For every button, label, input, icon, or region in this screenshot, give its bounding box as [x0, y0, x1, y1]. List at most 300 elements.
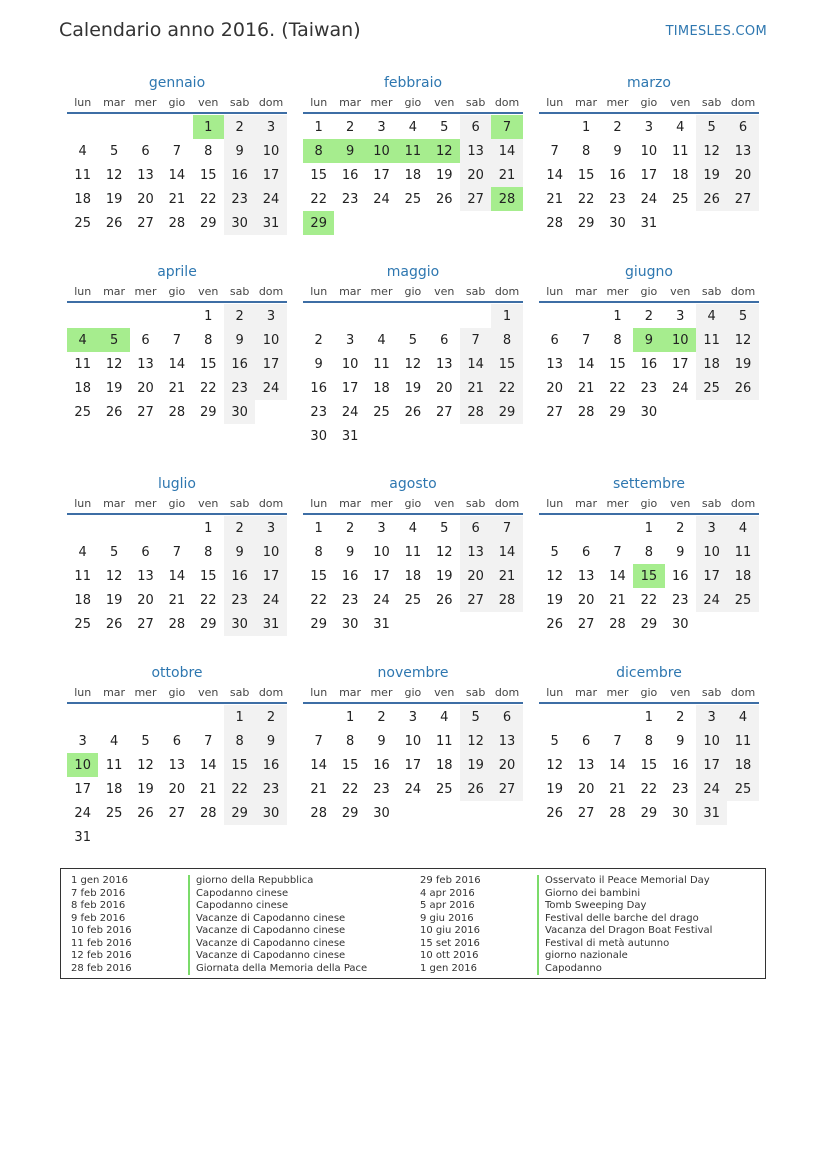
day-cell[interactable]: 5 [408, 332, 417, 348]
day-cell[interactable]: 27 [577, 616, 595, 632]
day-cell[interactable]: 2 [224, 516, 255, 540]
day-cell[interactable]: 25 [435, 781, 453, 797]
day-cell[interactable]: 17 [373, 568, 390, 584]
day-cell[interactable]: 2 [314, 332, 323, 348]
day-cell[interactable]: 15 [491, 352, 522, 376]
day-cell[interactable]: 8 [314, 544, 323, 560]
day-cell[interactable]: 27 [491, 777, 522, 801]
day-cell[interactable]: 2 [345, 119, 355, 135]
day-cell[interactable]: 13 [137, 356, 154, 372]
day-cell[interactable]: 7 [613, 544, 622, 560]
day-cell[interactable]: 18 [74, 191, 91, 207]
day-cell[interactable]: 19 [435, 568, 453, 584]
day-cell[interactable]: 15 [310, 167, 327, 183]
day-cell[interactable]: 18 [373, 380, 390, 396]
day-cell[interactable]: 14 [310, 757, 327, 773]
day-cell[interactable]: 17 [255, 163, 286, 187]
day-cell[interactable]: 17 [696, 753, 727, 777]
day-cell[interactable]: 15 [341, 757, 359, 773]
day-cell[interactable]: 1 [204, 520, 213, 536]
day-cell[interactable]: 10 [640, 143, 658, 159]
day-cell[interactable]: 8 [204, 544, 213, 560]
day-cell[interactable]: 26 [404, 404, 422, 420]
day-cell[interactable]: 13 [546, 356, 563, 372]
day-cell[interactable]: 12 [435, 544, 453, 560]
day-cell[interactable]: 28 [199, 805, 217, 821]
day-cell[interactable]: 19 [696, 163, 727, 187]
day-cell[interactable]: 23 [224, 376, 255, 400]
day-cell[interactable]: 17 [404, 757, 422, 773]
day-cell[interactable]: 26 [696, 187, 727, 211]
day-cell[interactable]: 11 [435, 733, 453, 749]
day-cell[interactable]: 23 [640, 380, 658, 396]
day-cell[interactable]: 16 [310, 380, 327, 396]
day-cell[interactable]: 2 [676, 709, 685, 725]
day-cell[interactable]: 9 [676, 733, 685, 749]
day-cell[interactable]: 4 [408, 520, 417, 536]
day-cell[interactable]: 11 [727, 729, 758, 753]
day-cell[interactable]: 22 [199, 191, 217, 207]
day-cell[interactable]: 1 [644, 520, 653, 536]
day-cell[interactable]: 4 [727, 705, 758, 729]
day-cell[interactable]: 17 [373, 167, 390, 183]
day-cell[interactable]: 27 [460, 588, 491, 612]
day-cell[interactable]: 18 [404, 568, 422, 584]
day-cell[interactable]: 11 [397, 139, 428, 163]
day-cell[interactable]: 25 [373, 404, 390, 420]
day-cell[interactable]: 2 [255, 705, 286, 729]
day-cell[interactable]: 11 [74, 568, 91, 584]
day-cell[interactable]: 29 [640, 616, 658, 632]
day-cell[interactable]: 3 [255, 115, 286, 139]
day-cell[interactable]: 23 [373, 781, 390, 797]
day-cell[interactable]: 8 [345, 733, 355, 749]
day-cell[interactable]: 24 [640, 191, 658, 207]
day-cell[interactable]: 16 [671, 568, 689, 584]
day-cell[interactable]: 28 [609, 616, 626, 632]
day-cell[interactable]: 18 [696, 352, 727, 376]
day-cell[interactable]: 18 [105, 781, 123, 797]
day-cell[interactable]: 19 [546, 781, 563, 797]
day-cell[interactable]: 10 [341, 356, 359, 372]
day-cell[interactable]: 22 [310, 191, 327, 207]
day-cell[interactable]: 24 [373, 191, 390, 207]
day-cell[interactable]: 23 [224, 187, 255, 211]
day-cell[interactable]: 12 [404, 356, 422, 372]
day-cell[interactable]: 23 [609, 191, 626, 207]
day-cell[interactable]: 5 [550, 733, 559, 749]
brand-logo[interactable]: TIMESLES.COM [665, 24, 767, 39]
day-cell[interactable]: 12 [546, 757, 563, 773]
day-cell[interactable]: 19 [727, 352, 758, 376]
day-cell[interactable]: 26 [460, 777, 491, 801]
day-cell[interactable]: 28 [310, 805, 327, 821]
day-cell[interactable]: 11 [373, 356, 390, 372]
day-cell[interactable]: 6 [440, 332, 449, 348]
day-cell[interactable]: 21 [310, 781, 327, 797]
day-cell[interactable]: 6 [550, 332, 559, 348]
day-cell[interactable]: 14 [168, 568, 186, 584]
day-cell[interactable]: 6 [460, 516, 491, 540]
day-cell[interactable]: 24 [255, 376, 286, 400]
day-cell[interactable]: 14 [460, 352, 491, 376]
day-cell[interactable]: 10 [366, 139, 397, 163]
day-cell[interactable]: 28 [168, 616, 186, 632]
day-cell[interactable]: 20 [491, 753, 522, 777]
day-cell[interactable]: 1 [345, 709, 355, 725]
day-cell[interactable]: 23 [255, 777, 286, 801]
day-cell[interactable]: 2 [224, 115, 255, 139]
day-cell[interactable]: 20 [727, 163, 758, 187]
day-cell[interactable]: 4 [727, 516, 758, 540]
day-cell[interactable]: 25 [74, 404, 91, 420]
day-cell[interactable]: 21 [491, 564, 522, 588]
day-cell[interactable]: 13 [727, 139, 758, 163]
day-cell[interactable]: 27 [137, 404, 154, 420]
day-cell[interactable]: 16 [640, 356, 658, 372]
day-cell[interactable]: 2 [377, 709, 386, 725]
day-cell[interactable]: 30 [224, 211, 255, 235]
day-cell[interactable]: 23 [310, 404, 327, 420]
day-cell[interactable]: 28 [491, 187, 522, 211]
day-cell[interactable]: 21 [577, 380, 595, 396]
day-cell[interactable]: 25 [404, 592, 422, 608]
day-cell[interactable]: 14 [168, 167, 186, 183]
day-cell[interactable]: 14 [546, 167, 563, 183]
day-cell[interactable]: 15 [199, 167, 217, 183]
day-cell[interactable]: 24 [341, 404, 359, 420]
day-cell[interactable]: 28 [460, 400, 491, 424]
day-cell[interactable]: 31 [74, 829, 91, 845]
day-cell[interactable]: 7 [550, 143, 559, 159]
day-cell[interactable]: 1 [314, 119, 323, 135]
day-cell[interactable]: 19 [105, 592, 123, 608]
day-cell[interactable]: 4 [109, 733, 119, 749]
day-cell[interactable]: 23 [671, 781, 689, 797]
day-cell[interactable]: 28 [609, 805, 626, 821]
day-cell[interactable]: 16 [224, 564, 255, 588]
day-cell[interactable]: 30 [310, 428, 327, 444]
day-cell[interactable]: 21 [609, 781, 626, 797]
day-cell[interactable]: 18 [727, 753, 758, 777]
day-cell[interactable]: 3 [696, 516, 727, 540]
day-cell[interactable]: 3 [377, 520, 386, 536]
day-cell[interactable]: 21 [609, 592, 626, 608]
day-cell[interactable]: 29 [199, 215, 217, 231]
day-cell[interactable]: 1 [491, 304, 522, 328]
day-cell[interactable]: 9 [345, 544, 355, 560]
day-cell[interactable]: 25 [671, 191, 689, 207]
day-cell[interactable]: 8 [581, 143, 591, 159]
day-cell[interactable]: 29 [199, 404, 217, 420]
day-cell[interactable]: 16 [224, 352, 255, 376]
day-cell[interactable]: 17 [640, 167, 658, 183]
day-cell[interactable]: 7 [204, 733, 213, 749]
day-cell[interactable]: 17 [255, 352, 286, 376]
day-cell[interactable]: 27 [727, 187, 758, 211]
day-cell[interactable]: 12 [105, 167, 123, 183]
day-cell[interactable]: 10 [67, 753, 98, 777]
day-cell[interactable]: 18 [727, 564, 758, 588]
day-cell[interactable]: 17 [671, 356, 689, 372]
day-cell[interactable]: 29 [303, 211, 334, 235]
day-cell[interactable]: 18 [74, 380, 91, 396]
day-cell[interactable]: 29 [609, 404, 626, 420]
day-cell[interactable]: 18 [404, 167, 422, 183]
day-cell[interactable]: 9 [255, 729, 286, 753]
day-cell[interactable]: 20 [460, 564, 491, 588]
day-cell[interactable]: 7 [172, 544, 181, 560]
day-cell[interactable]: 17 [696, 564, 727, 588]
day-cell[interactable]: 1 [314, 520, 323, 536]
day-cell[interactable]: 20 [546, 380, 563, 396]
day-cell[interactable]: 4 [377, 332, 386, 348]
day-cell[interactable]: 14 [168, 356, 186, 372]
day-cell[interactable]: 23 [671, 592, 689, 608]
day-cell[interactable]: 3 [644, 119, 653, 135]
day-cell[interactable]: 12 [105, 356, 123, 372]
day-cell[interactable]: 26 [546, 805, 563, 821]
day-cell[interactable]: 1 [613, 308, 622, 324]
day-cell[interactable]: 24 [255, 187, 286, 211]
day-cell[interactable]: 16 [224, 163, 255, 187]
day-cell[interactable]: 14 [609, 568, 626, 584]
day-cell[interactable]: 8 [204, 332, 213, 348]
day-cell[interactable]: 15 [310, 568, 327, 584]
day-cell[interactable]: 31 [255, 612, 286, 636]
day-cell[interactable]: 26 [435, 592, 453, 608]
day-cell[interactable]: 8 [303, 139, 334, 163]
day-cell[interactable]: 17 [341, 380, 359, 396]
day-cell[interactable]: 2 [224, 304, 255, 328]
day-cell[interactable]: 3 [377, 119, 386, 135]
day-cell[interactable]: 10 [404, 733, 422, 749]
day-cell[interactable]: 5 [141, 733, 150, 749]
day-cell[interactable]: 28 [577, 404, 595, 420]
day-cell[interactable]: 30 [224, 612, 255, 636]
day-cell[interactable]: 29 [491, 400, 522, 424]
day-cell[interactable]: 23 [341, 592, 359, 608]
day-cell[interactable]: 21 [491, 163, 522, 187]
day-cell[interactable]: 9 [224, 540, 255, 564]
day-cell[interactable]: 15 [224, 753, 255, 777]
day-cell[interactable]: 22 [491, 376, 522, 400]
day-cell[interactable]: 11 [105, 757, 123, 773]
day-cell[interactable]: 25 [74, 616, 91, 632]
day-cell[interactable]: 29 [224, 801, 255, 825]
day-cell[interactable]: 1 [581, 119, 591, 135]
day-cell[interactable]: 28 [168, 215, 186, 231]
day-cell[interactable]: 11 [696, 328, 727, 352]
day-cell[interactable]: 19 [404, 380, 422, 396]
day-cell[interactable]: 30 [255, 801, 286, 825]
day-cell[interactable]: 11 [74, 356, 91, 372]
day-cell[interactable]: 12 [429, 139, 460, 163]
day-cell[interactable]: 22 [577, 191, 595, 207]
day-cell[interactable]: 22 [640, 592, 658, 608]
day-cell[interactable]: 14 [491, 540, 522, 564]
day-cell[interactable]: 30 [609, 215, 626, 231]
day-cell[interactable]: 25 [727, 777, 758, 801]
day-cell[interactable]: 26 [105, 215, 123, 231]
day-cell[interactable]: 26 [105, 404, 123, 420]
day-cell[interactable]: 13 [577, 757, 595, 773]
day-cell[interactable]: 28 [546, 215, 563, 231]
day-cell[interactable]: 4 [676, 119, 685, 135]
day-cell[interactable]: 9 [334, 139, 365, 163]
day-cell[interactable]: 1 [224, 705, 255, 729]
day-cell[interactable]: 13 [577, 568, 595, 584]
day-cell[interactable]: 27 [577, 805, 595, 821]
day-cell[interactable]: 29 [310, 616, 327, 632]
day-cell[interactable]: 22 [199, 592, 217, 608]
day-cell[interactable]: 19 [137, 781, 154, 797]
day-cell[interactable]: 5 [550, 544, 559, 560]
day-cell[interactable]: 22 [341, 781, 359, 797]
day-cell[interactable]: 3 [255, 304, 286, 328]
day-cell[interactable]: 31 [255, 211, 286, 235]
day-cell[interactable]: 24 [404, 781, 422, 797]
day-cell[interactable]: 7 [172, 143, 181, 159]
day-cell[interactable]: 28 [168, 404, 186, 420]
day-cell[interactable]: 19 [460, 753, 491, 777]
day-cell[interactable]: 11 [727, 540, 758, 564]
day-cell[interactable]: 9 [224, 328, 255, 352]
day-cell[interactable]: 1 [204, 308, 213, 324]
day-cell[interactable]: 12 [460, 729, 491, 753]
day-cell[interactable]: 15 [609, 356, 626, 372]
day-cell[interactable]: 21 [168, 191, 186, 207]
day-cell[interactable]: 5 [98, 328, 129, 352]
day-cell[interactable]: 7 [491, 115, 522, 139]
day-cell[interactable]: 1 [644, 709, 653, 725]
day-cell[interactable]: 10 [696, 540, 727, 564]
day-cell[interactable]: 20 [577, 592, 595, 608]
day-cell[interactable]: 27 [168, 805, 186, 821]
day-cell[interactable]: 4 [440, 709, 449, 725]
day-cell[interactable]: 14 [609, 757, 626, 773]
day-cell[interactable]: 19 [435, 167, 453, 183]
day-cell[interactable]: 17 [255, 564, 286, 588]
day-cell[interactable]: 23 [341, 191, 359, 207]
day-cell[interactable]: 29 [640, 805, 658, 821]
day-cell[interactable]: 15 [199, 356, 217, 372]
day-cell[interactable]: 31 [373, 616, 390, 632]
day-cell[interactable]: 30 [224, 400, 255, 424]
day-cell[interactable]: 9 [377, 733, 386, 749]
day-cell[interactable]: 24 [671, 380, 689, 396]
day-cell[interactable]: 18 [74, 592, 91, 608]
day-cell[interactable]: 5 [109, 143, 119, 159]
day-cell[interactable]: 10 [696, 729, 727, 753]
day-cell[interactable]: 6 [581, 733, 591, 749]
day-cell[interactable]: 6 [141, 332, 150, 348]
day-cell[interactable]: 10 [255, 328, 286, 352]
day-cell[interactable]: 27 [137, 215, 154, 231]
day-cell[interactable]: 8 [491, 328, 522, 352]
day-cell[interactable]: 21 [168, 592, 186, 608]
day-cell[interactable]: 6 [460, 115, 491, 139]
day-cell[interactable]: 20 [577, 781, 595, 797]
day-cell[interactable]: 27 [137, 616, 154, 632]
day-cell[interactable]: 7 [314, 733, 323, 749]
day-cell[interactable]: 12 [105, 568, 123, 584]
day-cell[interactable]: 12 [137, 757, 154, 773]
day-cell[interactable]: 24 [255, 588, 286, 612]
day-cell[interactable]: 15 [633, 564, 664, 588]
day-cell[interactable]: 20 [460, 163, 491, 187]
day-cell[interactable]: 26 [727, 376, 758, 400]
day-cell[interactable]: 6 [141, 544, 150, 560]
day-cell[interactable]: 7 [460, 328, 491, 352]
day-cell[interactable]: 15 [577, 167, 595, 183]
day-cell[interactable]: 24 [74, 805, 91, 821]
day-cell[interactable]: 4 [78, 544, 87, 560]
day-cell[interactable]: 31 [341, 428, 359, 444]
day-cell[interactable]: 22 [224, 777, 255, 801]
day-cell[interactable]: 25 [727, 588, 758, 612]
day-cell[interactable]: 11 [74, 167, 91, 183]
day-cell[interactable]: 8 [644, 544, 653, 560]
day-cell[interactable]: 5 [727, 304, 758, 328]
day-cell[interactable]: 20 [168, 781, 186, 797]
day-cell[interactable]: 29 [199, 616, 217, 632]
day-cell[interactable]: 24 [696, 588, 727, 612]
day-cell[interactable]: 29 [341, 805, 359, 821]
day-cell[interactable]: 20 [137, 592, 154, 608]
day-cell[interactable]: 30 [640, 404, 658, 420]
day-cell[interactable]: 26 [546, 616, 563, 632]
day-cell[interactable]: 3 [408, 709, 417, 725]
day-cell[interactable]: 9 [633, 328, 664, 352]
day-cell[interactable]: 13 [137, 568, 154, 584]
day-cell[interactable]: 28 [491, 588, 522, 612]
day-cell[interactable]: 27 [546, 404, 563, 420]
day-cell[interactable]: 25 [74, 215, 91, 231]
day-cell[interactable]: 27 [435, 404, 453, 420]
day-cell[interactable]: 19 [546, 592, 563, 608]
day-cell[interactable]: 25 [696, 376, 727, 400]
day-cell[interactable]: 11 [671, 143, 689, 159]
day-cell[interactable]: 21 [199, 781, 217, 797]
day-cell[interactable]: 17 [74, 781, 91, 797]
day-cell[interactable]: 10 [255, 540, 286, 564]
day-cell[interactable]: 6 [491, 705, 522, 729]
day-cell[interactable]: 14 [491, 139, 522, 163]
day-cell[interactable]: 7 [172, 332, 181, 348]
day-cell[interactable]: 30 [341, 616, 359, 632]
day-cell[interactable]: 10 [373, 544, 390, 560]
day-cell[interactable]: 11 [404, 544, 422, 560]
day-cell[interactable]: 19 [105, 191, 123, 207]
day-cell[interactable]: 5 [109, 544, 119, 560]
day-cell[interactable]: 21 [460, 376, 491, 400]
day-cell[interactable]: 3 [255, 516, 286, 540]
day-cell[interactable]: 16 [609, 167, 626, 183]
day-cell[interactable]: 19 [105, 380, 123, 396]
day-cell[interactable]: 31 [640, 215, 658, 231]
day-cell[interactable]: 1 [193, 115, 224, 139]
day-cell[interactable]: 27 [460, 187, 491, 211]
day-cell[interactable]: 16 [671, 757, 689, 773]
day-cell[interactable]: 30 [373, 805, 390, 821]
day-cell[interactable]: 20 [137, 191, 154, 207]
day-cell[interactable]: 16 [255, 753, 286, 777]
day-cell[interactable]: 2 [613, 119, 622, 135]
day-cell[interactable]: 5 [440, 119, 449, 135]
day-cell[interactable]: 20 [435, 380, 453, 396]
day-cell[interactable]: 13 [491, 729, 522, 753]
